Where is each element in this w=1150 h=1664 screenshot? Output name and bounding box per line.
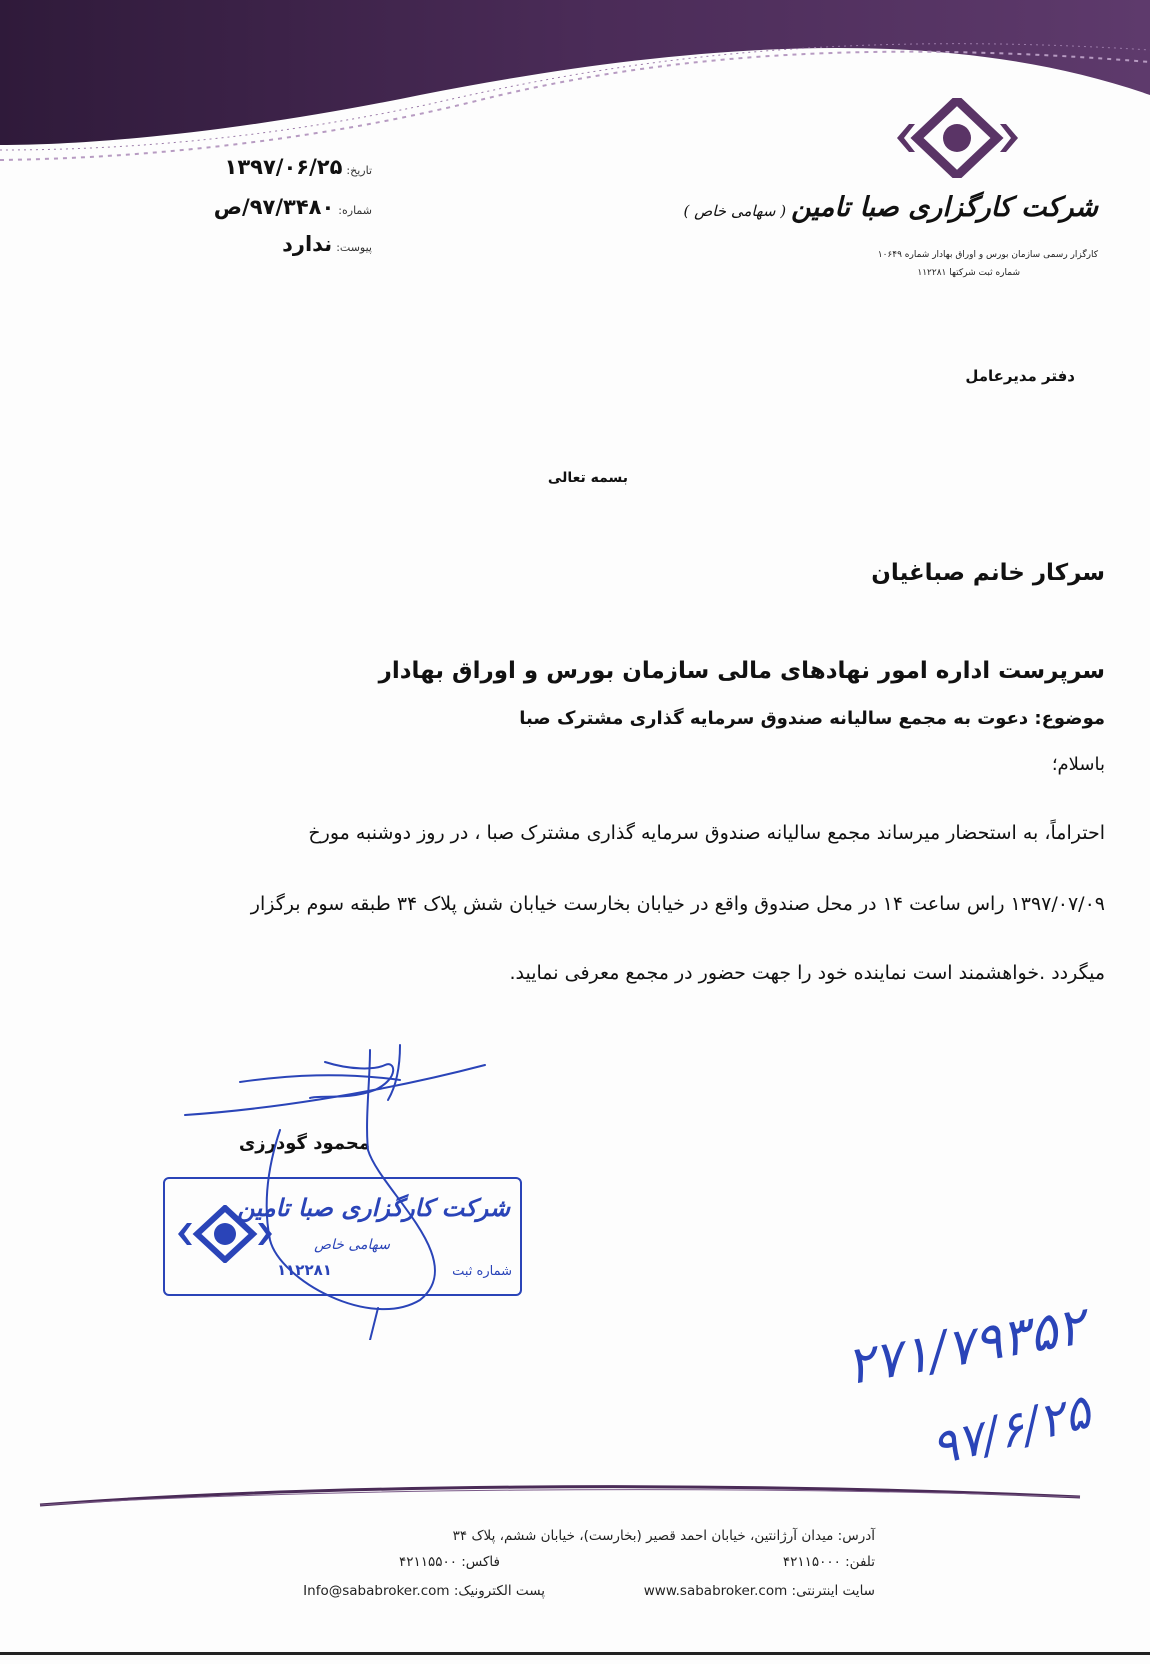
footer-website[interactable]: سایت اینترنتی: www.sababroker.com	[643, 1583, 875, 1599]
company-name: شرکت کارگزاری صبا تامین	[791, 192, 1098, 223]
scan-edge	[0, 1652, 1150, 1655]
date-row	[225, 155, 372, 179]
number-value: ۹۷/۳۴۸۰/ص	[213, 195, 335, 219]
footer-address: آدرس: میدان آرژانتین، خیابان احمد قصیر (بخارست)، خیابان ششم، پلاک ۳۴	[452, 1528, 875, 1544]
handwritten-number: ۲۷۱/۷۹۳۵۲	[841, 1296, 1090, 1398]
stamp-reg-label: شماره ثبت	[452, 1264, 512, 1279]
addressee-position: سرپرست اداره امور نهادهای مالی سازمان بورس و اوراق بهادار	[378, 658, 1105, 684]
body-line-3: میگردد .خواهشمند است نماینده خود را جهت حضور در مجمع معرفی نمایید.	[509, 962, 1105, 984]
stamp-company-type: سهامی خاص	[314, 1237, 390, 1253]
footer-email[interactable]: پست الکترونیک: Info@sababroker.com	[303, 1583, 545, 1599]
body-line-2: ۱۳۹۷/۰۷/۰۹ راس ساعت ۱۴ در محل صندوق واقع در خیابان بخارست خیابان شش پلاک ۳۴ طبقه سوم برگزار	[250, 893, 1105, 915]
stamp-company-name: شرکت کارگزاری صبا تامین	[237, 1193, 510, 1222]
number-row	[214, 195, 372, 219]
license-line: کارگزار رسمی سازمان بورس و اوراق بهادار شماره ۱۰۶۴۹	[877, 250, 1098, 260]
greeting: باسلام؛	[1051, 754, 1105, 775]
company-type: ( سهامی خاص )	[683, 202, 787, 220]
date-label: تاریخ:	[346, 164, 372, 177]
footer-divider	[0, 1475, 1150, 1515]
footer-phone: تلفن: ۴۲۱۱۵۰۰۰	[782, 1554, 875, 1570]
body-line-1: احتراماً، به استحضار میرساند مجمع سالیانه صندوق سرمایه گذاری مشترک صبا ، در روز دوشنبه مورخ	[308, 822, 1105, 844]
bismillah: بسمه تعالی	[547, 470, 628, 486]
company-name-line	[678, 192, 1098, 223]
stamp-reg-number: ۱۱۲۲۸۱	[277, 1261, 332, 1279]
addressee: سرکار خانم صباغیان	[871, 560, 1105, 586]
company-logo-icon	[895, 98, 1020, 178]
number-label: شماره:	[338, 204, 372, 217]
date-value: ۱۳۹۷/۰۶/۲۵	[224, 155, 343, 179]
signer-name: محمود گودرزی	[238, 1133, 370, 1154]
handwritten-signature	[170, 1040, 500, 1340]
office-line: دفتر مدیرعامل	[965, 367, 1075, 385]
registration-line: شماره ثبت شرکتها ۱۱۲۲۸۱	[917, 268, 1020, 278]
attachment-row	[282, 232, 372, 256]
subject-line: موضوع: دعوت به مجمع سالیانه صندوق سرمایه گذاری مشترک صبا	[519, 708, 1105, 729]
footer-fax: فاکس: ۴۲۱۱۵۵۰۰	[398, 1554, 500, 1570]
handwritten-date: ۹۷/۶/۲۵	[925, 1383, 1096, 1477]
attachment-value: ندارد	[282, 232, 333, 256]
attachment-label: پیوست:	[336, 241, 372, 254]
